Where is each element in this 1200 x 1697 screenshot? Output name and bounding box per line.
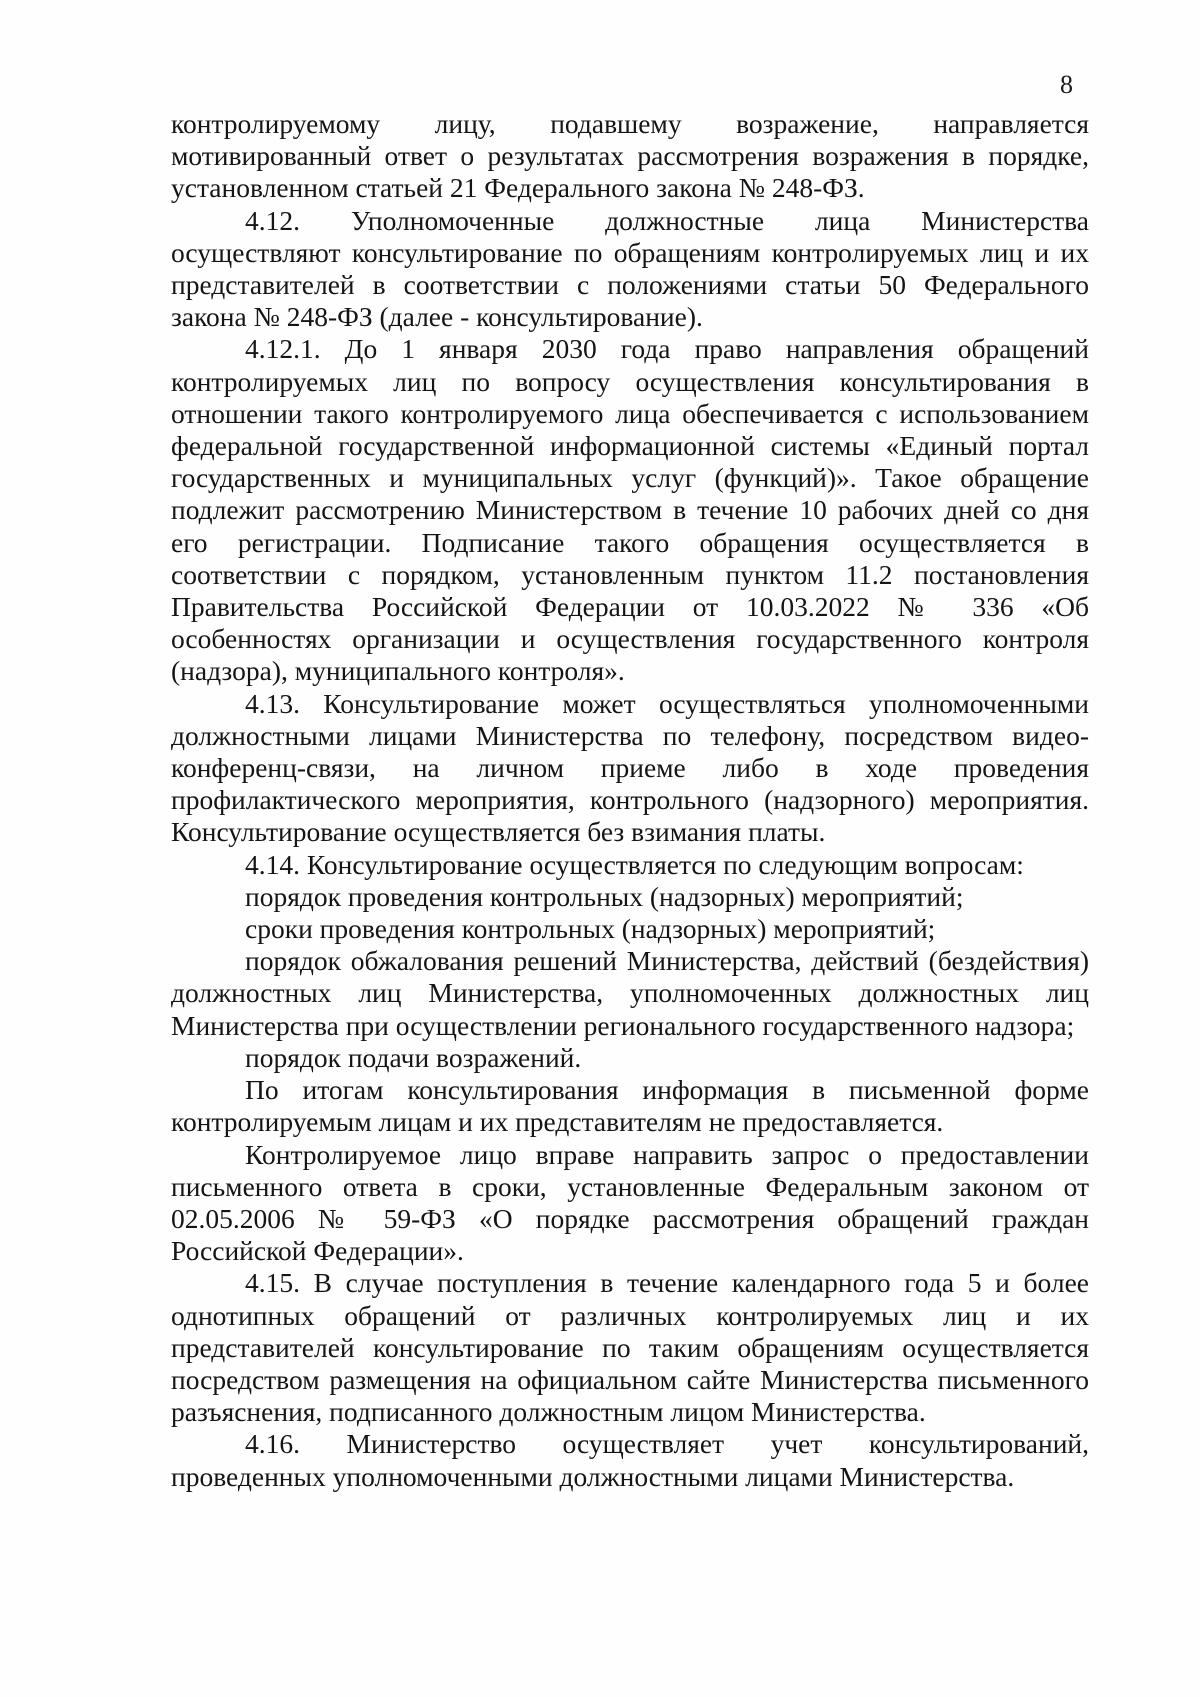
document-body bbox=[171, 108, 1089, 1493]
paragraph-4-12: 4.12. Уполномоченные должностные лица Министерства осуществляют консультирование по обращениям контролируемых лиц и их представителей в соответствии с положениями статьи 50 Федерального закона № 248-ФЗ (далее - консультирование). bbox=[171, 204, 1089, 333]
list-item-procedure: порядок проведения контрольных (надзорных) мероприятий; bbox=[245, 880, 964, 912]
paragraph-4-13: 4.13. Консультирование может осуществляться уполномоченными должностными лицами Министерства по телефону, посредством видео-конференц-связи, на личном приеме либо в ходе проведения профилактического мероприятия, контрольного (надзорного) мероприятия. Консультирование осуществляется без взимания платы. bbox=[171, 687, 1089, 848]
list-item-appeal: порядок обжалования решений Министерства, действий (бездействия) должностных лиц Министерства, уполномоченных должностных лиц Министерства при осуществлении регионального государственного надзора; bbox=[171, 945, 1089, 1041]
list-item-objections: порядок подачи возражений. bbox=[245, 1041, 582, 1073]
paragraph-4-14: 4.14. Консультирование осуществляется по следующим вопросам: bbox=[245, 848, 1024, 880]
paragraph-4-15: 4.15. В случае поступления в течение календарного года 5 и более однотипных обращений от различных контролируемых лиц и их представителей консультирование по таким обращениям осуществляется посредством размещения на официальном сайте Министерства письменного разъяснения, подписанного должностным лицом Министерства. bbox=[171, 1267, 1089, 1428]
paragraph-written-form: По итогам консультирования информация в письменной форме контролируемым лицам и их представителям не предоставляется. bbox=[171, 1074, 1089, 1138]
paragraph-4-12-1: 4.12.1. До 1 января 2030 года право направления обращений контролируемых лиц по вопросу осуществления консультирования в отношении такого контролируемого лица обеспечивается с использованием федеральной государственной информационной системы «Единый портал государственных и муниципальных услуг (функций)». Такое обращение подлежит рассмотрению Министерством в течение 10 рабочих дней со дня его регистрации. Подписание такого обращения осуществляется в соответствии с порядком, установленным пунктом 11.2 постановления Правительства Российской Федерации от 10.03.2022 № 336 «Об особенностях организации и осуществления государственного контроля (надзора), муниципального контроля». bbox=[171, 333, 1089, 687]
page-number: 8 bbox=[1060, 70, 1073, 99]
list-item-terms: сроки проведения контрольных (надзорных) мероприятий; bbox=[245, 913, 936, 945]
paragraph-written-request: Контролируемое лицо вправе направить запрос о предоставлении письменного ответа в сроки, установленные Федеральным законом от 02.05.2006 № 59-ФЗ «О порядке рассмотрения обращений граждан Российской Федерации». bbox=[171, 1138, 1089, 1267]
paragraph-4-16: 4.16. Министерство осуществляет учет консультирований, проведенных уполномоченными должностными лицами Министерства. bbox=[171, 1428, 1089, 1492]
paragraph-continuation: контролируемому лицу, подавшему возражение, направляется мотивированный ответ о результатах рассмотрения возражения в порядке, установленном статьей 21 Федерального закона № 248-ФЗ. bbox=[171, 108, 1089, 204]
